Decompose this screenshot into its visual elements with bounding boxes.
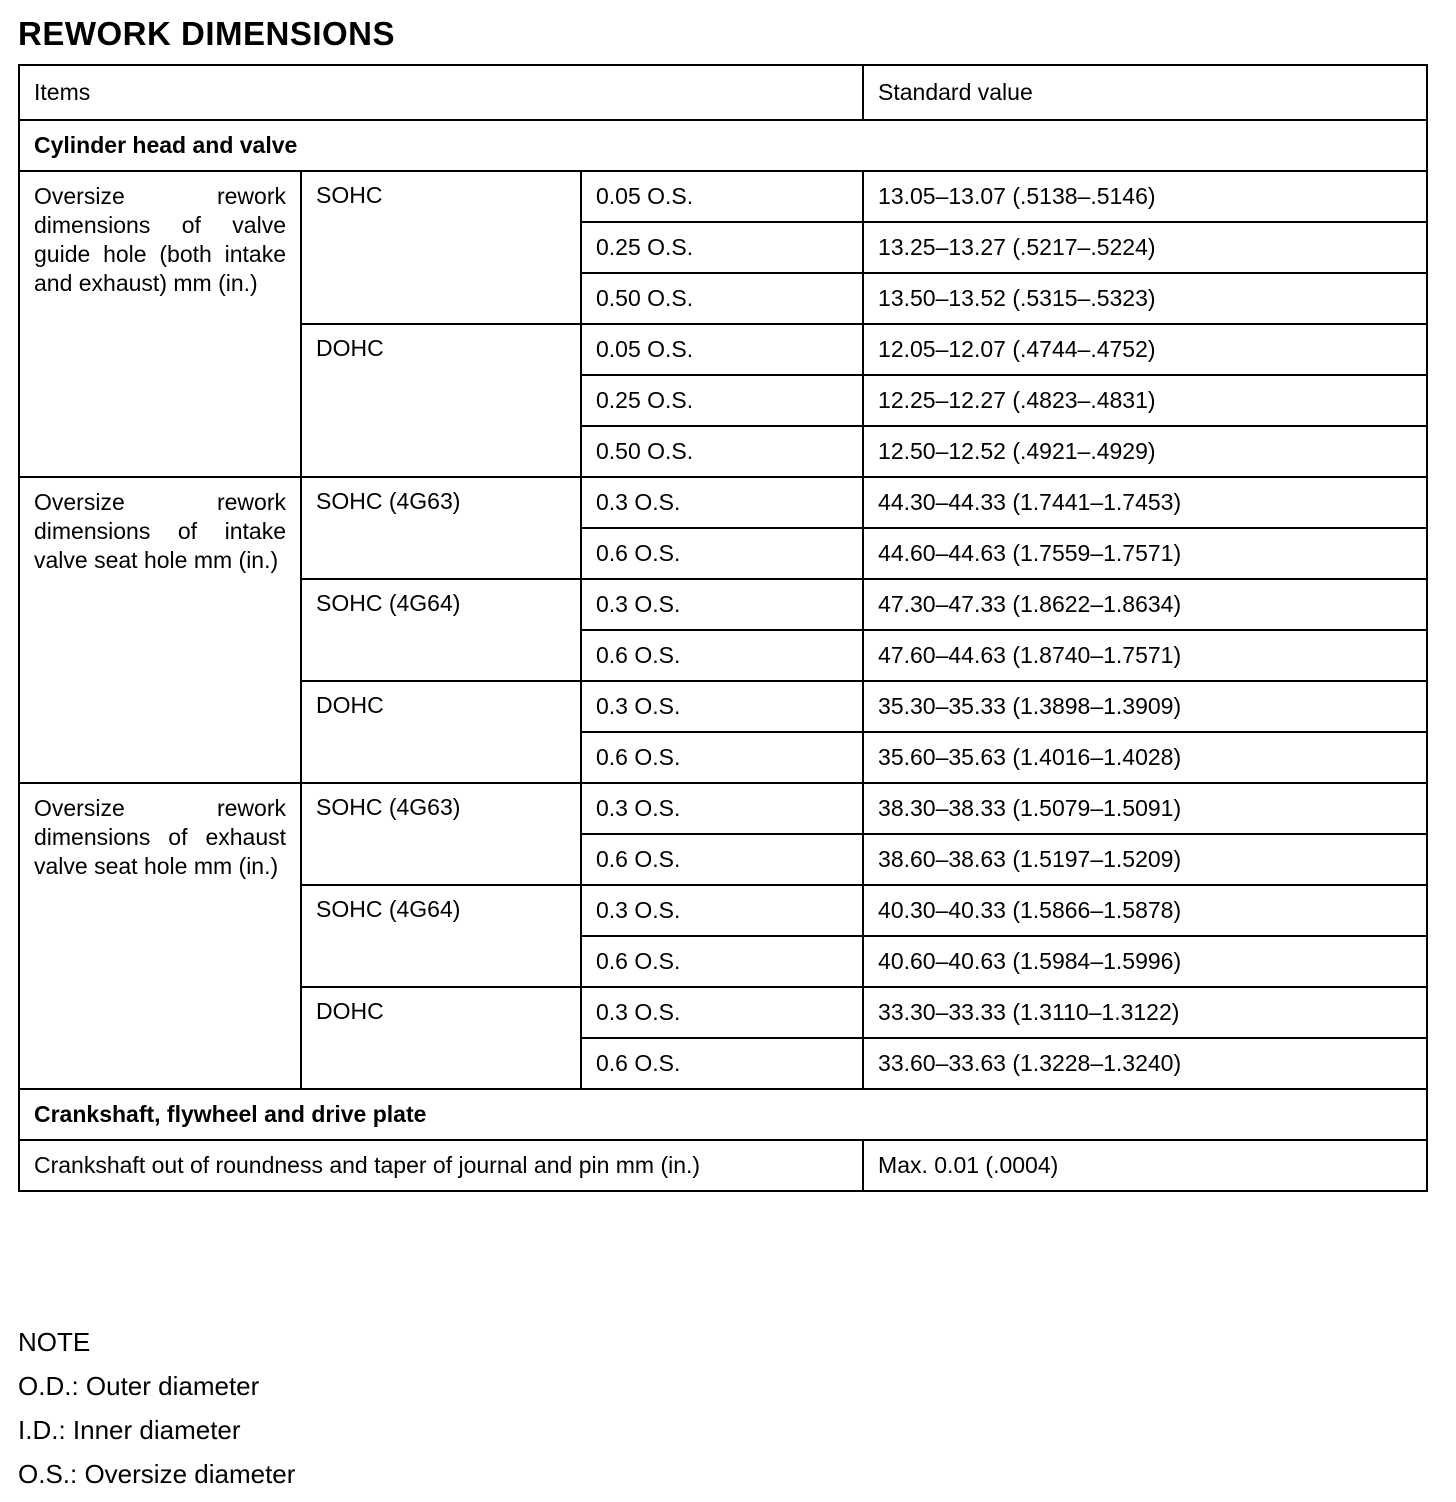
note-line: O.D.: Outer diameter <box>18 1371 260 1401</box>
oversize-cell: 0.6 O.S. <box>581 732 863 783</box>
engine-type: DOHC <box>301 987 581 1089</box>
standard-value-cell: 35.60–35.63 (1.4016–1.4028) <box>863 732 1427 783</box>
section-crankshaft: Crankshaft, flywheel and drive plate <box>19 1089 1427 1140</box>
oversize-cell: 0.50 O.S. <box>581 273 863 324</box>
standard-value-cell: 35.30–35.33 (1.3898–1.3909) <box>863 681 1427 732</box>
oversize-cell: 0.6 O.S. <box>581 630 863 681</box>
standard-value-cell: 13.25–13.27 (.5217–.5224) <box>863 222 1427 273</box>
standard-value-cell: 44.60–44.63 (1.7559–1.7571) <box>863 528 1427 579</box>
section-row <box>19 120 1427 171</box>
oversize-cell: 0.6 O.S. <box>581 936 863 987</box>
oversize-cell: 0.6 O.S. <box>581 1038 863 1089</box>
oversize-cell: 0.05 O.S. <box>581 171 863 222</box>
note-block <box>18 1322 295 1498</box>
section-cylinder-head: Cylinder head and valve <box>19 120 1427 171</box>
engine-type: SOHC (4G64) <box>301 885 581 987</box>
engine-type: SOHC (4G63) <box>301 477 581 579</box>
standard-value-cell: 12.50–12.52 (.4921–.4929) <box>863 426 1427 477</box>
oversize-cell: 0.25 O.S. <box>581 375 863 426</box>
oversize-cell: 0.3 O.S. <box>581 987 863 1038</box>
standard-value-cell: 40.60–40.63 (1.5984–1.5996) <box>863 936 1427 987</box>
standard-value-cell: 13.50–13.52 (.5315–.5323) <box>863 273 1427 324</box>
page-title: REWORK DIMENSIONS <box>18 15 396 52</box>
oversize-cell: 0.3 O.S. <box>581 681 863 732</box>
standard-value-cell: 13.05–13.07 (.5138–.5146) <box>863 171 1427 222</box>
oversize-cell: 0.3 O.S. <box>581 885 863 936</box>
table-header-row <box>19 65 1427 120</box>
oversize-cell: 0.6 O.S. <box>581 528 863 579</box>
standard-value-cell: Max. 0.01 (.0004) <box>863 1140 1427 1191</box>
item-crankshaft-roundness: Crankshaft out of roundness and taper of journal and pin mm (in.) <box>19 1140 863 1191</box>
oversize-cell: 0.25 O.S. <box>581 222 863 273</box>
note-line: O.S.: Oversize diameter <box>18 1459 296 1489</box>
section-row <box>19 1089 1427 1140</box>
standard-value-cell: 38.30–38.33 (1.5079–1.5091) <box>863 783 1427 834</box>
oversize-cell: 0.3 O.S. <box>581 783 863 834</box>
engine-type: SOHC (4G64) <box>301 579 581 681</box>
table-row <box>19 1140 1427 1191</box>
standard-value-cell: 33.30–33.33 (1.3110–1.3122) <box>863 987 1427 1038</box>
oversize-cell: 0.6 O.S. <box>581 834 863 885</box>
note-line: I.D.: Inner diameter <box>18 1415 241 1445</box>
engine-type: SOHC <box>301 171 581 324</box>
standard-value-cell: 47.30–47.33 (1.8622–1.8634) <box>863 579 1427 630</box>
oversize-cell: 0.3 O.S. <box>581 477 863 528</box>
standard-value-cell: 12.05–12.07 (.4744–.4752) <box>863 324 1427 375</box>
table-row <box>19 477 1427 528</box>
item-valve-guide-hole: Oversize rework dimensions of valve guide hole (both intake and exhaust) mm (in.) <box>19 171 301 477</box>
item-exhaust-valve-seat-hole: Oversize rework dimensions of exhaust valve seat hole mm (in.) <box>19 783 301 1089</box>
oversize-cell: 0.50 O.S. <box>581 426 863 477</box>
table-row <box>19 171 1427 222</box>
table-row <box>19 783 1427 834</box>
standard-value-cell: 47.60–44.63 (1.8740–1.7571) <box>863 630 1427 681</box>
item-intake-valve-seat-hole: Oversize rework dimensions of intake valve seat hole mm (in.) <box>19 477 301 783</box>
header-standard-value: Standard value <box>863 65 1427 120</box>
engine-type: DOHC <box>301 324 581 477</box>
oversize-cell: 0.05 O.S. <box>581 324 863 375</box>
engine-type: SOHC (4G63) <box>301 783 581 885</box>
standard-value-cell: 40.30–40.33 (1.5866–1.5878) <box>863 885 1427 936</box>
header-items: Items <box>19 65 863 120</box>
standard-value-cell: 12.25–12.27 (.4823–.4831) <box>863 375 1427 426</box>
standard-value-cell: 44.30–44.33 (1.7441–1.7453) <box>863 477 1427 528</box>
engine-type: DOHC <box>301 681 581 783</box>
standard-value-cell: 38.60–38.63 (1.5197–1.5209) <box>863 834 1427 885</box>
standard-value-cell: 33.60–33.63 (1.3228–1.3240) <box>863 1038 1427 1089</box>
rework-dimensions-table <box>18 64 1428 1192</box>
note-heading: NOTE <box>18 1327 91 1357</box>
oversize-cell: 0.3 O.S. <box>581 579 863 630</box>
